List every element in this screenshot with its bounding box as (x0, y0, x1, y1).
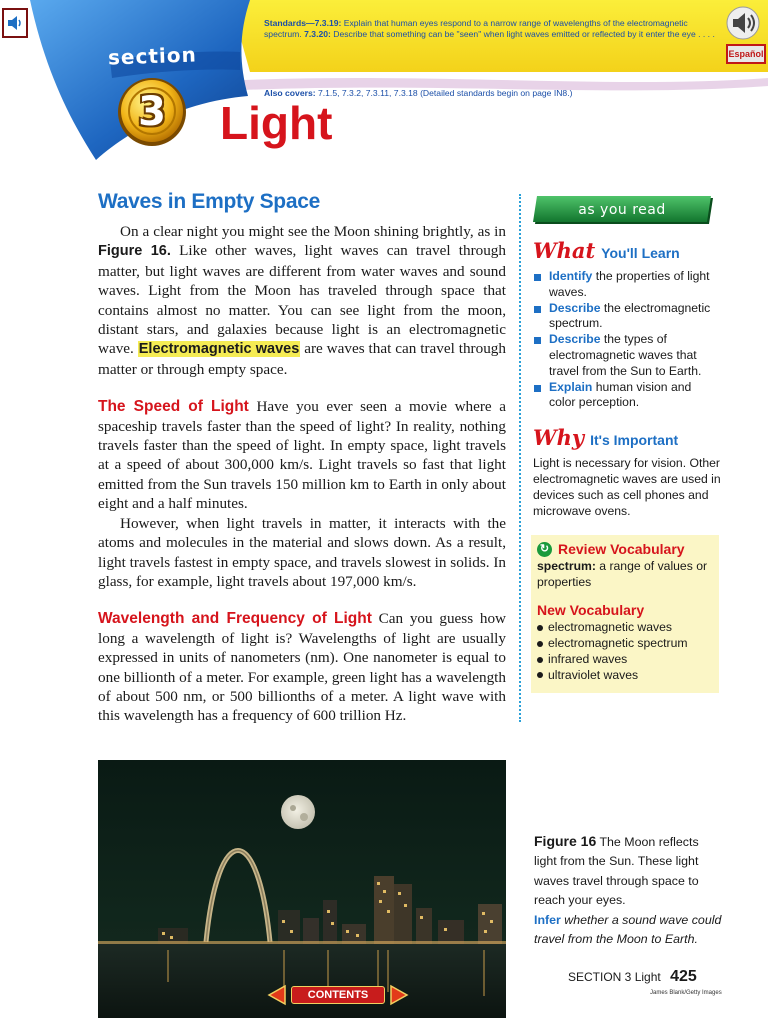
objective-text: the electromagnetic spectrum. (549, 300, 711, 331)
speaker-icon (6, 14, 24, 32)
also-covers-label: Also covers: (264, 88, 316, 98)
section-banner (0, 0, 768, 168)
intro-text-a: On a clear night you might see the Moon shining brightly, as in (120, 223, 506, 240)
review-vocabulary-heading (537, 541, 711, 557)
list-item (533, 301, 721, 333)
standards-label-2: 7.3.20: (304, 29, 331, 39)
new-vocabulary-list (537, 620, 711, 683)
vocab-term: electromagnetic spectrum (548, 635, 688, 650)
speed-text: Have you ever seen a movie where a spaceship travels faster than the speed of light? In reality, nothing travels faster than the speed of light. In empty space, light travels at a speed of about 300,000 km/s. Light travels so fast that light emitted from the Sun travels 150 million km to Earth in only about eight and a half minutes. (98, 398, 506, 513)
contents-navigation[interactable] (265, 984, 411, 1006)
figure-caption (534, 832, 724, 949)
standards-label: Standards—7.3.19: (264, 18, 342, 28)
vocab-term: ultraviolet waves (548, 667, 639, 682)
speed-paragraph-2: However, when light travels in matter, it interacts with the atoms and molecules in the material and slows down. As a result, light travels fastest in empty space, and travels slowest in solids. In glass, for example, light travels about 197,000 km/s. (98, 514, 506, 590)
list-item (537, 636, 711, 652)
objective-text: human vision and color perception. (549, 379, 692, 410)
objective-text: the types of electromagnetic waves that travel from the Sun to Earth. (549, 332, 702, 378)
review-definition (537, 559, 711, 590)
vocab-term: electromagnetic waves (548, 620, 672, 635)
speed-heading: The Speed of Light (98, 398, 249, 416)
standards-body-2: Describe that something can be "seen" when light waves emitted or reflected by it enter the eye . . . . (330, 29, 715, 39)
as-you-read-label: as you read (578, 202, 666, 218)
as-you-read-tab (533, 196, 717, 226)
page-footer (568, 968, 697, 986)
objective-verb: Describe (549, 300, 601, 315)
intro-text-b: Like other waves, light waves can travel through matter, but light waves are different from water waves and sound waves. Light from the Moon has traveled through space that contains almost no matter. You can see light from the moon, distant stars, and galaxies because light is an electromagnetic wave. (98, 242, 506, 358)
objective-verb: Describe (549, 332, 601, 347)
infer-label: Infer (534, 912, 561, 927)
section-label: section (107, 42, 198, 70)
page-title: Light (220, 97, 333, 149)
audio-left-button[interactable] (2, 8, 28, 38)
what-script: What (533, 238, 596, 263)
wavelength-heading: Wavelength and Frequency of Light (98, 610, 372, 628)
standards-body-1: Explain that human eyes respond to a narrow range of wavelengths of the electromagnetic spectrum. (264, 18, 688, 39)
wavelength-text: Can you guess how long a wavelength of light is? Wavelengths of light are usually expressed in units of nanometers (nm). One nanometer is equal to one billionth of a meter. For example, green light has a wavelength of about 500 nm, or 500 billionths of a meter. A light wave with this wavelength has a frequency of 600 trillion Hz. (98, 610, 507, 725)
why-its-important-heading (533, 425, 721, 450)
infer-question: whether a sound wave could travel from the Moon to Earth. (534, 912, 722, 947)
review-term-definition: a range of values or properties (537, 559, 708, 589)
photo-illustration (98, 760, 506, 1018)
objective-text: the properties of light waves. (549, 269, 710, 299)
speed-paragraph (98, 397, 506, 513)
contents-button[interactable]: CONTENTS (291, 986, 385, 1004)
page-number: 425 (670, 968, 697, 985)
intro-paragraph (98, 222, 506, 379)
its-important-label: It's Important (590, 432, 679, 449)
intro-text-c: are waves that can travel through matter or through empty space. (98, 340, 506, 378)
list-item (537, 668, 711, 684)
section-heading: Waves in Empty Space (98, 190, 320, 213)
footer-chapter: Light (634, 970, 661, 984)
photo-credit: James Blank/Getty Images (650, 990, 722, 996)
caption-text: The Moon reflects light from the Sun. These light waves travel through space to reach your eyes. (534, 835, 699, 908)
audio-speaker-icon[interactable] (726, 6, 760, 40)
youll-learn-label: You'll Learn (601, 245, 680, 261)
column-divider (519, 194, 521, 722)
moon-skyline-photo (98, 760, 506, 1018)
objective-verb: Explain (549, 379, 593, 394)
list-item (537, 652, 711, 668)
main-column (98, 190, 506, 726)
list-item (533, 269, 721, 301)
new-vocabulary-heading: New Vocabulary (537, 602, 645, 619)
review-icon: ↻ (537, 542, 552, 557)
objective-verb: Identify (549, 269, 593, 283)
previous-page-arrow-icon[interactable] (265, 984, 287, 1006)
list-item (533, 332, 721, 379)
next-page-arrow-icon[interactable] (389, 984, 411, 1006)
standards-text (264, 18, 724, 40)
list-item (537, 620, 711, 636)
vocabulary-box (531, 535, 719, 693)
learning-objectives (533, 269, 721, 411)
also-covers-text: 7.1.5, 7.3.2, 7.3.11, 7.3.18 (Detailed standards begin on page IN8.) (315, 88, 573, 98)
list-item (533, 380, 721, 412)
as-you-read-sidebar (533, 196, 721, 693)
review-vocabulary-label: Review Vocabulary (558, 541, 685, 558)
vocab-term: infrared waves (548, 651, 628, 666)
wavelength-paragraph (98, 609, 506, 725)
espanol-button[interactable]: Español (726, 44, 766, 64)
review-term: spectrum: (537, 559, 596, 574)
figure-label: Figure 16 (534, 833, 597, 849)
figure-reference[interactable]: Figure 16. (98, 243, 171, 260)
footer-section: SECTION 3 (568, 970, 632, 984)
section-number: 3 (138, 89, 166, 135)
key-term-highlight: Electromagnetic waves (138, 341, 300, 358)
why-important-text: Light is necessary for vision. Other electromagnetic waves are used in devices such as cell phones and microwave ovens. (533, 456, 721, 518)
why-script: Why (533, 425, 585, 451)
what-youll-learn-heading (533, 238, 721, 263)
